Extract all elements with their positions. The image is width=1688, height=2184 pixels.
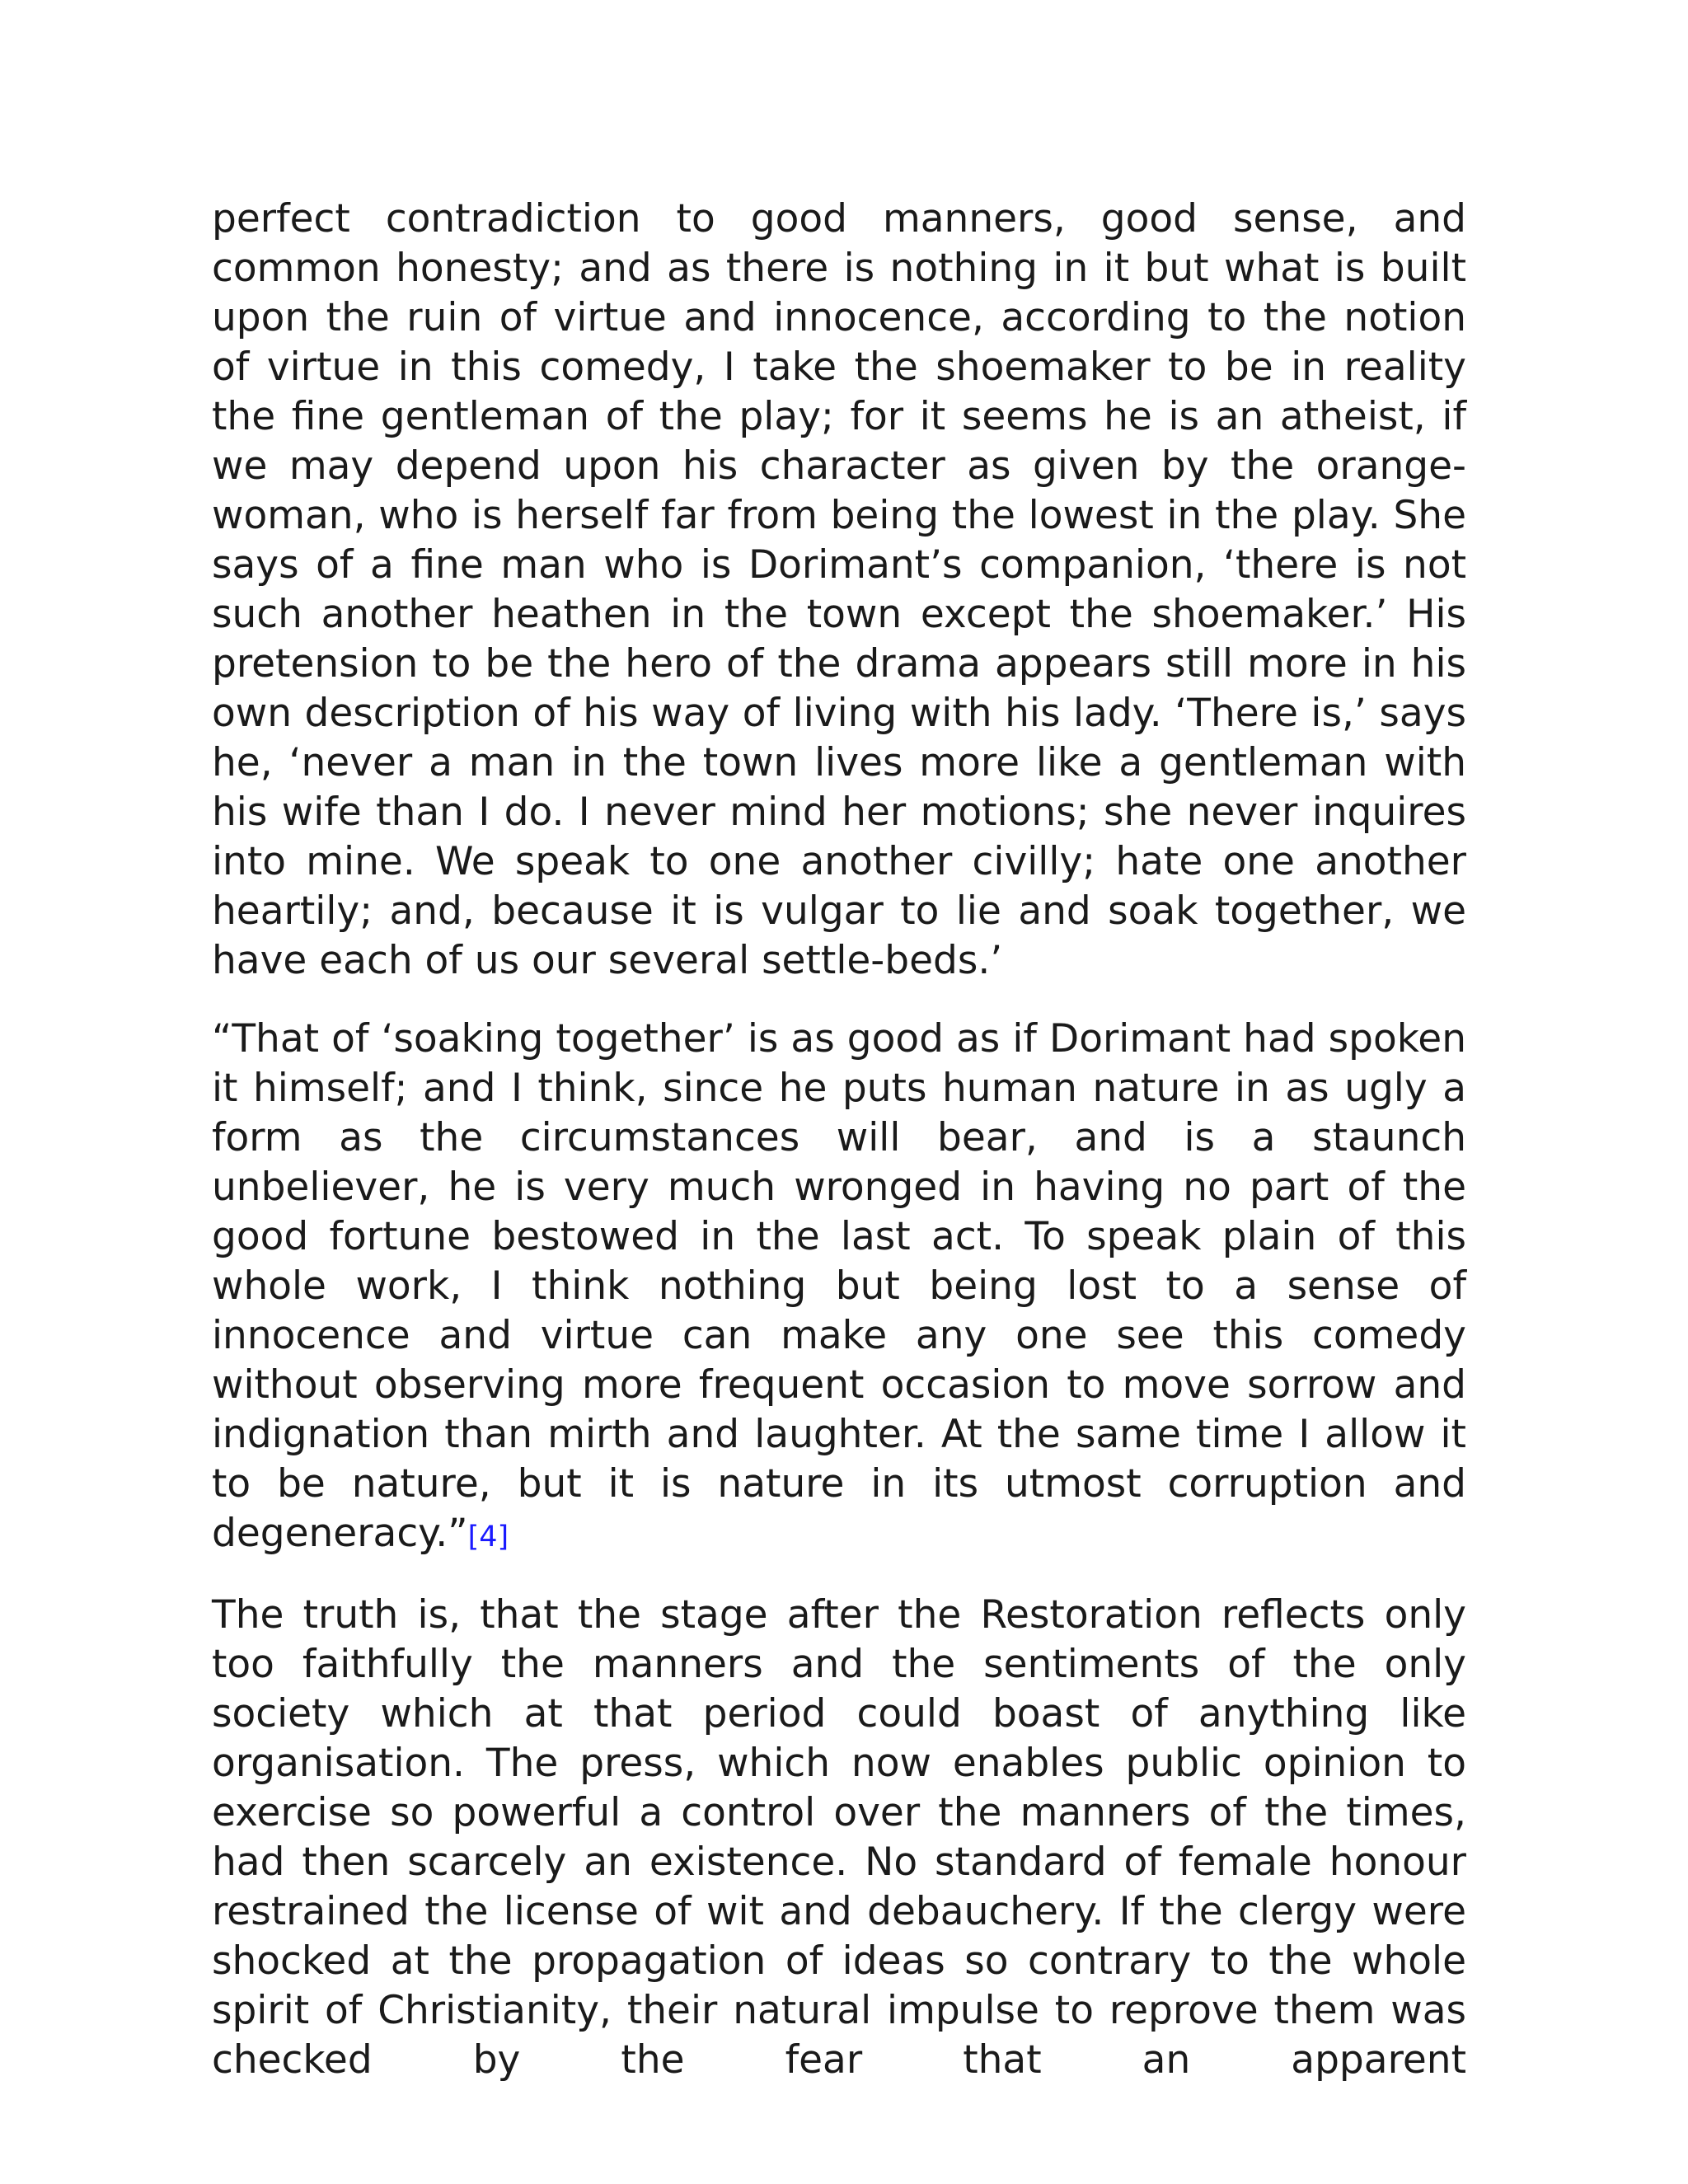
paragraph-3 [212, 1591, 1466, 2085]
book-page [212, 194, 1466, 2114]
paragraph-1 [212, 194, 1466, 986]
paragraph-2-text: “That of ‘soaking together’ is as good as if Dorimant had spoken it himself; and I think, since he puts human nature in as ugly a form as the circumstances will bear, and is a staunch unbeliever, he is very much wronged in having no part of the good fortune bestowed in the last act. To speak plain of this whole work, I think nothing but being lost to a sense of innocence and virtue can make any one see this comedy without observing more frequent occasion to move sorrow and indignation than mirth and laughter. At the same time I allow it to be nature, but it is nature in its utmost corruption and degeneracy.” [212, 1016, 1466, 1556]
paragraph-1-text: perfect contradiction to good manners, good sense, and common honesty; and as there is nothing in it but what is built upon the ruin of virtue and innocence, according to the notion of virtue in this comedy, I take the shoemaker to be in reality the fine gentleman of the play; for it seems he is an atheist, if we may depend upon his character as given by the orange-woman, who is herself far from being the lowest in the play. She says of a fine man who is Dorimant’s companion, ‘there is not such another heathen in the town except the shoemaker.’ His pretension to be the hero of the drama appears still more in his own description of his way of living with his lady. ‘There is,’ says he, ‘never a man in the town lives more like a gentleman with his wife than I do. I never mind her motions; she never inquires into mine. We speak to one another civilly; hate one another heartily; and, because it is vulgar to lie and soak together, we have each of us our several settle-beds.’ [212, 196, 1466, 983]
footnote-link[interactable]: [4] [467, 1521, 509, 1554]
paragraph-3-text: The truth is, that the stage after the Restoration reflects only too faithfully the manners and the sentiments of the only society which at that period could boast of anything like organisation. The press, which now enables public opinion to exercise so powerful a control over the manners of the times, had then scarcely an existence. No standard of female honour restrained the license of wit and debauchery. If the clergy were shocked at the propagation of ideas so contrary to the whole spirit of Christianity, their natural impulse to reprove them was checked by the fear that an apparent [212, 1592, 1466, 2083]
paragraph-2 [212, 1015, 1466, 1562]
